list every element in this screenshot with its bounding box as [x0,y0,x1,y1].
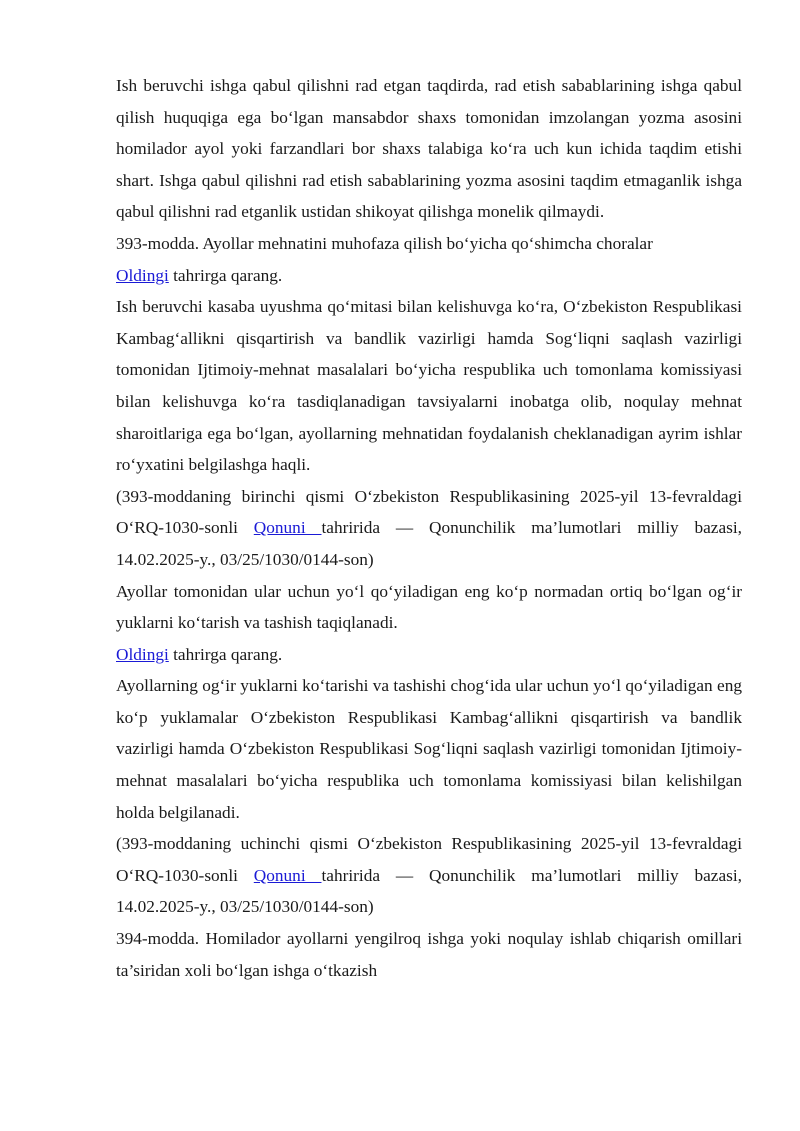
law-link[interactable]: Qonuni [253,865,322,885]
amendment-note-text-before: (393-moddaning uchinchi qismi O‘zbekiston Respublikasining 2025-yil 13-fevraldagi O‘RQ-1030-sonli [116,834,742,885]
paragraph-max-loads-established: Ayollarning og‘ir yuklarni ko‘tarishi va tashishi chog‘ida ular uchun yo‘l qo‘yiladigan eng ko‘p yuklamalar O‘zbekiston Respublikasi Kambag‘allikni qisqartirish va bandlik vazirligi hamda O‘zbekiston Respublikasi Sog‘liqni saqlash vazirligi tomonidan Ijtimoiy-mehnat masalalari bo‘yicha respublika uch tomonlama komissiyasi bilan kelishilgan holda belgilanadi. [116,676,742,822]
amendment-note-part-3 [116,828,742,923]
article-393-title: 393-modda. Ayollar mehnatini muhofaza qilish bo‘yicha qo‘shimcha choralar [116,233,653,253]
see-previous-edition-text: tahrirga qarang. [168,644,283,664]
previous-edition-link[interactable]: Oldingi [116,265,169,285]
paragraph-refusal-written-reasons: Ish beruvchi ishga qabul qilishni rad etgan taqdirda, rad etish sabablarining ishga qabul qilish huquqiga ega bo‘lgan mansabdor shaxs tomonidan imzolangan yozma asosini homilador ayol yoki farzandlari bor shaxs talabiga ko‘ra uch kun ichida taqdim etishi shart. Ishga qabul qilishni rad etish sabablarining yozma asosini taqdim etmaganlik ishga qabul qilishni rad etganlik ustidan shikoyat qilishga monelik qilmaydi. [116,76,742,222]
paragraph-restricted-jobs-list: Ish beruvchi kasaba uyushma qo‘mitasi bilan kelishuvga ko‘ra, O‘zbekiston Respublikasi Kambag‘allikni qisqartirish va bandlik vazirligi hamda Sog‘liqni saqlash vazirligi tomonidan Ijtimoiy-mehnat masalalari bo‘yicha respublika uch tomonlama komissiyasi bilan kelishuvga ko‘ra tasdiqlanadigan tavsiyalarni inobatga olib, noqulay mehnat sharoitlariga ega bo‘lgan, ayollarning mehnatidan foydalanish cheklanadigan ayrim ishlar ro‘yxatini belgilashga haqli. [116,297,742,475]
previous-edition-link[interactable]: Oldingi [116,644,169,664]
paragraph-heavy-loads-prohibited: Ayollar tomonidan ular uchun yo‘l qo‘yiladigan eng ko‘p normadan ortiq bo‘lgan og‘ir yuklarni ko‘tarish va tashish taqiqlanadi. [116,581,742,633]
document-page [116,70,742,986]
amendment-note-text-after: tahririda — Qonunchilik ma’lumotlari milliy bazasi, 14.02.2025-y., 03/25/1030/0144-son) [116,518,742,569]
see-previous-edition-text: tahrirga qarang. [168,265,283,285]
article-394-title: 394-modda. Homilador ayollarni yengilroq ishga yoki noqulay ishlab chiqarish omillari ta’siridan xoli bo‘lgan ishga o‘tkazish [116,929,742,980]
law-link[interactable]: Qonuni [253,518,322,538]
see-previous-edition-2 [116,639,742,671]
see-previous-edition-1 [116,260,742,292]
amendment-note-text-before: (393-moddaning birinchi qismi O‘zbekiston Respublikasining 2025-yil 13-fevraldagi O‘RQ-1030-sonli [116,486,742,538]
amendment-note-text-after: tahririda — Qonunchilik ma’lumotlari milliy bazasi, 14.02.2025-y., 03/25/1030/0144-son) [116,865,742,917]
amendment-note-part-1 [116,481,742,576]
